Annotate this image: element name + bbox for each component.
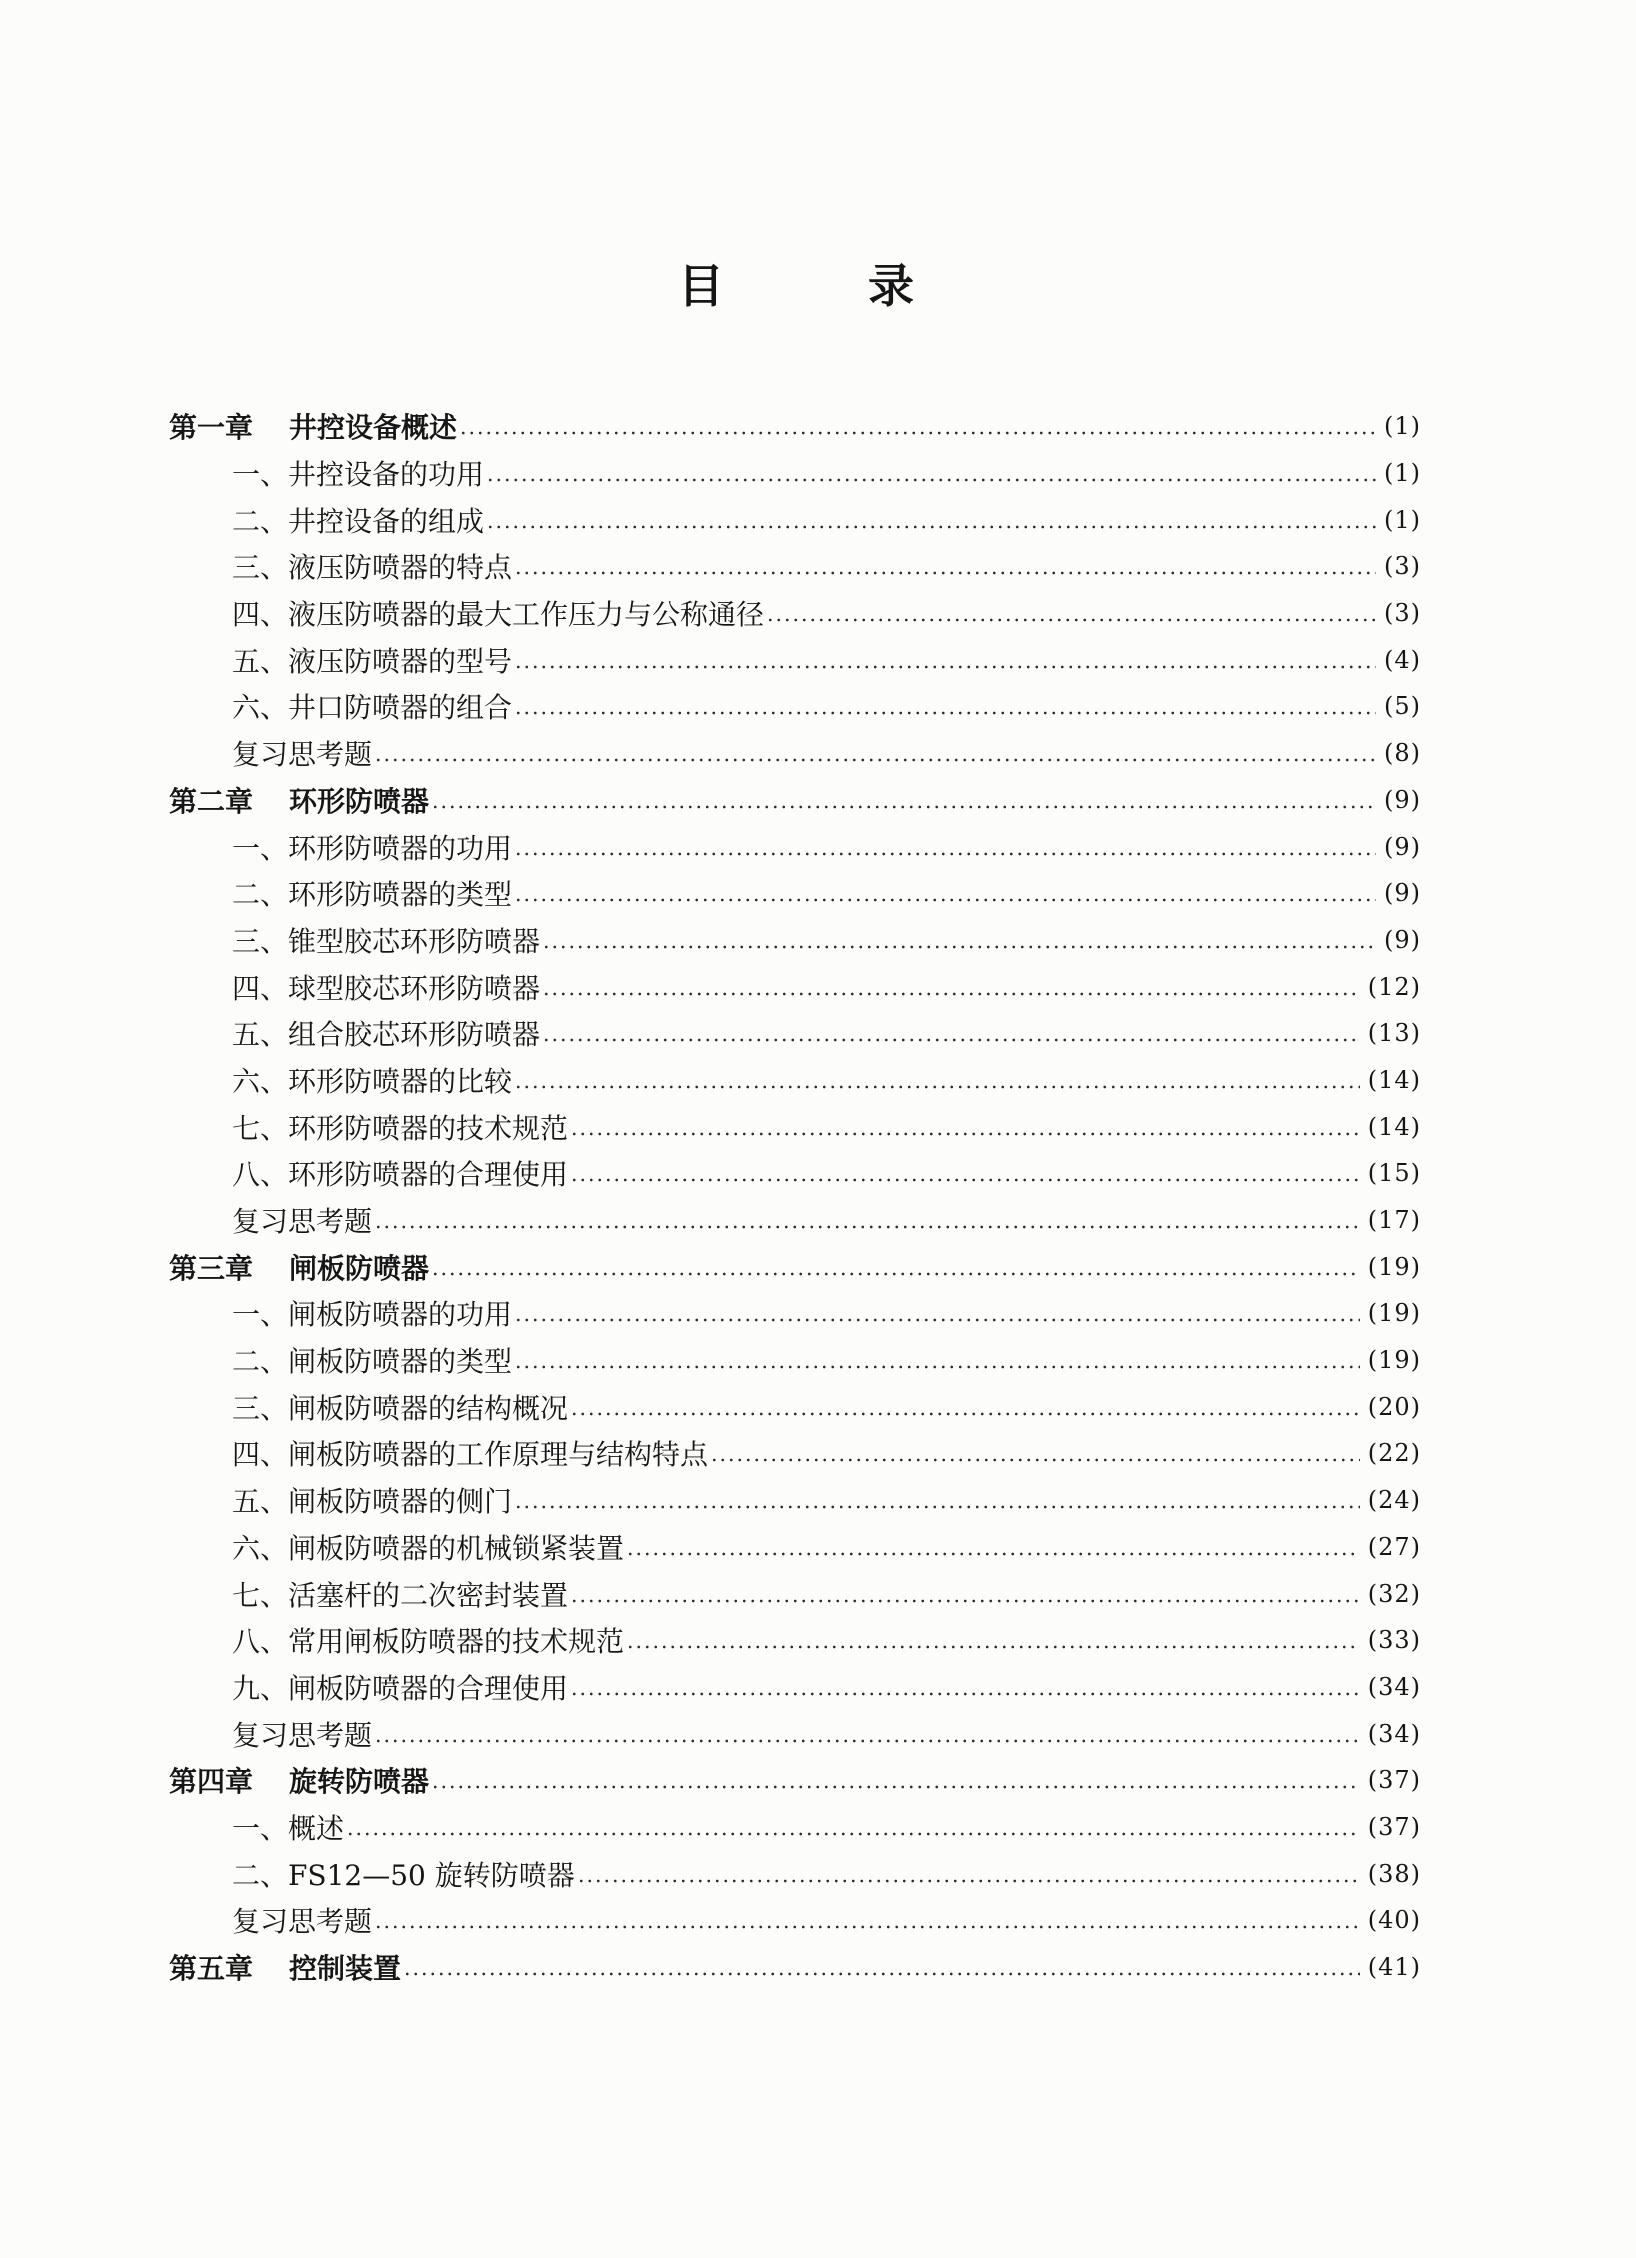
dot-leader [570,1131,1360,1137]
dot-leader [514,1317,1360,1323]
chapter-number: 第二章 [169,784,254,818]
section-title: 复习思考题 [232,738,373,772]
chapter-number: 第一章 [169,411,254,445]
section-title: 八、环形防喷器的合理使用 [232,1158,569,1192]
dot-leader [514,710,1376,716]
toc-section-row [169,963,1421,1010]
section-title: 三、闸板防喷器的结构概况 [232,1391,569,1425]
dot-leader [374,1924,1360,1930]
page-number: (9) [1384,925,1421,954]
section-title: 二、井控设备的组成 [232,504,485,538]
toc-section-row [169,1850,1421,1897]
dot-leader [514,664,1376,670]
page-number: (37) [1367,1812,1421,1841]
toc-section-row [169,1664,1421,1711]
page-number: (12) [1367,972,1421,1001]
toc-chapter-row [169,403,1421,450]
section-title: 七、环形防喷器的技术规范 [232,1111,569,1145]
page-number: (34) [1367,1672,1421,1701]
section-title: 一、井控设备的功用 [232,458,485,492]
toc-section-row [169,1383,1421,1430]
section-title: 复习思考题 [232,1205,373,1239]
toc-section-row [169,1103,1421,1150]
section-title: 二、闸板防喷器的类型 [232,1345,513,1379]
section-title: 四、闸板防喷器的工作原理与结构特点 [232,1438,709,1472]
dot-leader [710,1457,1360,1463]
dot-leader [514,1084,1360,1090]
dot-leader [431,804,1376,810]
chapter-title: 井控设备概述 [289,411,458,445]
page-number: (22) [1367,1439,1421,1468]
toc-section-row [169,683,1421,730]
dot-leader [514,851,1376,857]
section-title: 二、FS12—50 旋转防喷器 [232,1858,575,1892]
section-title: 一、闸板防喷器的功用 [232,1298,513,1332]
toc-section-row [169,590,1421,637]
toc-chapter-row [169,777,1421,824]
section-title: 五、闸板防喷器的侧门 [232,1485,513,1519]
dot-leader [626,1551,1360,1557]
dot-leader [626,1644,1360,1650]
dot-leader [486,477,1376,483]
toc-chapter-row [169,1757,1421,1804]
page-number: (32) [1367,1579,1421,1608]
toc-section-row [169,496,1421,543]
dot-leader [766,617,1376,623]
chapter-title: 环形防喷器 [289,784,430,818]
page-number: (14) [1367,1112,1421,1141]
toc-section-row [169,1570,1421,1617]
dot-leader [346,1831,1360,1837]
dot-leader [431,1271,1360,1277]
section-title: 复习思考题 [232,1718,373,1752]
dot-leader [374,1738,1360,1744]
dot-leader [577,1878,1360,1884]
toc-section-row [169,1057,1421,1104]
toc-heading-left: 目 [678,259,724,313]
chapter-number: 第五章 [169,1952,254,1986]
toc-chapter-row [169,1944,1421,1991]
section-title: 三、液压防喷器的特点 [232,551,513,585]
page-number: (34) [1367,1719,1421,1748]
page-number: (37) [1367,1766,1421,1795]
dot-leader [431,1784,1360,1790]
toc-list [169,403,1421,1990]
page-number: (19) [1367,1252,1421,1281]
dot-leader [374,757,1376,763]
chapter-title: 闸板防喷器 [289,1251,430,1285]
dot-leader [486,524,1376,530]
toc-section-row [169,823,1421,870]
page-number: (1) [1384,459,1421,488]
toc-section-row [169,1290,1421,1337]
dot-leader [514,1504,1360,1510]
toc-section-row [169,636,1421,683]
dot-leader [570,1411,1360,1417]
page-number: (17) [1367,1206,1421,1235]
toc-section-row [169,1710,1421,1757]
page-number: (40) [1367,1906,1421,1935]
toc-section-row [169,1150,1421,1197]
toc-section-row [169,1337,1421,1384]
chapter-title: 旋转防喷器 [289,1765,430,1799]
page-number: (13) [1367,1019,1421,1048]
toc-section-row [169,1477,1421,1524]
section-title: 四、液压防喷器的最大工作压力与公称通径 [232,598,765,632]
page-number: (14) [1367,1065,1421,1094]
dot-leader [403,1971,1360,1977]
toc-section-row [169,1010,1421,1057]
toc-heading-right: 录 [868,259,914,313]
dot-leader [374,1224,1360,1230]
dot-leader [570,1691,1360,1697]
dot-leader [542,1037,1360,1043]
page-number: (5) [1384,692,1421,721]
dot-leader [514,897,1376,903]
chapter-number: 第四章 [169,1765,254,1799]
page-number: (19) [1367,1299,1421,1328]
page-number: (33) [1367,1626,1421,1655]
page-number: (9) [1384,832,1421,861]
section-title: 六、闸板防喷器的机械锁紧装置 [232,1531,625,1565]
dot-leader [542,991,1360,997]
section-title: 五、组合胶芯环形防喷器 [232,1018,541,1052]
toc-section-row [169,1197,1421,1244]
page-number: (8) [1384,739,1421,768]
page-number: (9) [1384,879,1421,908]
page-number: (41) [1367,1953,1421,1982]
section-title: 一、概述 [232,1811,345,1845]
page-number: (3) [1384,599,1421,628]
page-number: (1) [1384,412,1421,441]
dot-leader [570,1177,1360,1183]
page-number: (19) [1367,1346,1421,1375]
section-title: 五、液压防喷器的型号 [232,644,513,678]
toc-section-row [169,917,1421,964]
section-title: 九、闸板防喷器的合理使用 [232,1671,569,1705]
section-title: 七、活塞杆的二次密封装置 [232,1578,569,1612]
page-number: (15) [1367,1159,1421,1188]
section-title: 六、环形防喷器的比较 [232,1064,513,1098]
chapter-number: 第三章 [169,1251,254,1285]
page-number: (9) [1384,785,1421,814]
dot-leader [459,430,1376,436]
page-number: (38) [1367,1859,1421,1888]
section-title: 八、常用闸板防喷器的技术规范 [232,1625,625,1659]
toc-section-row [169,1617,1421,1664]
dot-leader [542,944,1376,950]
page-number: (27) [1367,1532,1421,1561]
toc-section-row [169,1430,1421,1477]
dot-leader [514,570,1376,576]
toc-section-row [169,1804,1421,1851]
toc-section-row [169,543,1421,590]
section-title: 六、井口防喷器的组合 [232,691,513,725]
toc-section-row [169,870,1421,917]
section-title: 四、球型胶芯环形防喷器 [232,971,541,1005]
page-number: (20) [1367,1392,1421,1421]
toc-chapter-row [169,1243,1421,1290]
chapter-title: 控制装置 [289,1952,402,1986]
toc-section-row [169,450,1421,497]
section-title: 一、环形防喷器的功用 [232,831,513,865]
section-title: 复习思考题 [232,1905,373,1939]
toc-section-row [169,730,1421,777]
page-number: (3) [1384,552,1421,581]
page-number: (1) [1384,505,1421,534]
page-number: (24) [1367,1486,1421,1515]
dot-leader [514,1364,1360,1370]
toc-section-row [169,1897,1421,1944]
section-title: 三、锥型胶芯环形防喷器 [232,924,541,958]
page-number: (4) [1384,645,1421,674]
section-title: 二、环形防喷器的类型 [232,878,513,912]
dot-leader [570,1598,1360,1604]
toc-section-row [169,1524,1421,1571]
